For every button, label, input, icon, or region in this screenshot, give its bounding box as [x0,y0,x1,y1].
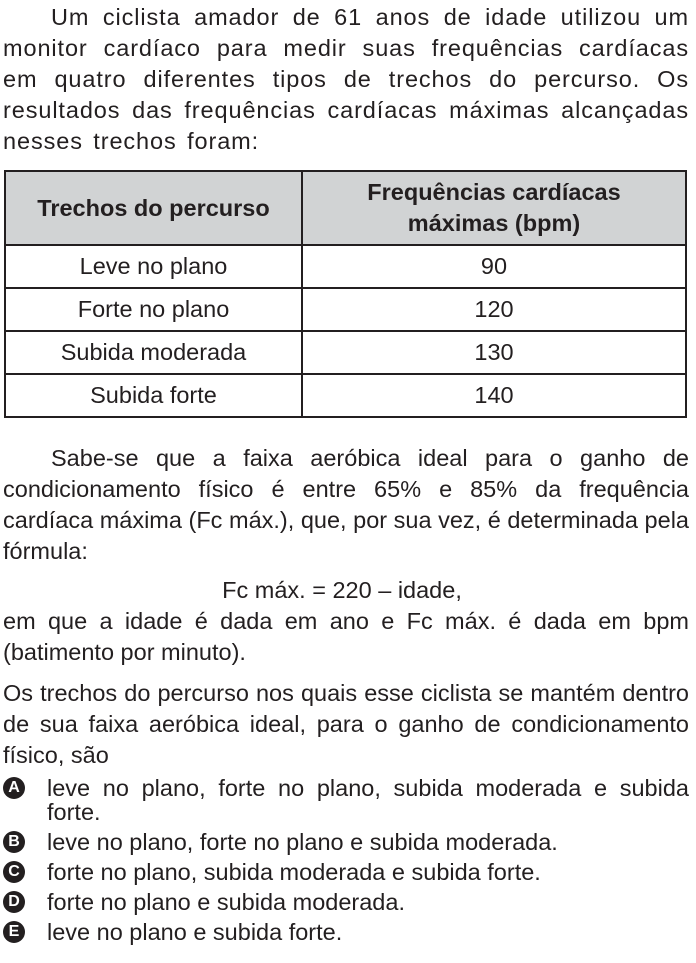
answer-options [3,773,689,944]
table-row [5,245,686,288]
option-text: leve no plano, forte no plano, subida moderada e subida forte. [47,775,689,825]
option-letter-badge: A [3,777,25,799]
header-heart-rate [302,171,686,245]
option-text: forte no plano, subida moderada e subida forte. [47,859,541,885]
option-e[interactable] [3,917,689,944]
units-paragraph: em que a idade é dada em ano e Fc máx. é dada em bpm (batimento por minuto). [3,608,689,665]
option-b[interactable] [3,827,689,854]
table-header-row [5,171,686,245]
option-d[interactable] [3,887,689,914]
header-segment: Trechos do percurso [5,171,302,245]
table-row [5,331,686,374]
option-letter-badge: C [3,861,25,883]
table-row [5,374,686,417]
segment-cell: Subida moderada [5,331,302,374]
question-stem: Os trechos do percurso nos quais esse ciclista se mantém dentro de sua faixa aeróbica ideal, para o ganho de condicionamento físico, são [3,680,689,768]
formula-line: Fc máx. = 220 – idade, [222,577,462,603]
option-text: forte no plano e subida moderada. [47,889,405,915]
option-text: leve no plano, forte no plano e subida moderada. [47,829,558,855]
option-c[interactable] [3,857,689,884]
header-heart-rate-label: Frequências cardíacas máximas (bpm) [367,179,621,236]
bpm-cell: 130 [302,331,686,374]
option-text: leve no plano e subida forte. [47,919,343,945]
bpm-cell: 140 [302,374,686,417]
option-letter-badge: E [3,921,25,943]
aerobic-range-paragraph: Sabe-se que a faixa aeróbica ideal para o ganho de condicionamento físico é entre 65% e 85% da frequência cardíaca máxima (Fc máx.), que, por sua vez, é determinada pela fórmula: [3,445,689,564]
option-letter-badge: B [3,831,25,853]
heart-rate-table [4,170,687,418]
option-a[interactable] [3,773,689,824]
intro-paragraph: Um ciclista amador de 61 anos de idade utilizou um monitor cardíaco para medir suas frequências cardíacas em quatro diferentes tipos de trechos do percurso. Os resultados das frequências cardíacas máximas alcançadas nesses trechos foram: [3,4,689,154]
bpm-cell: 90 [302,245,686,288]
table-row [5,288,686,331]
bpm-cell: 120 [302,288,686,331]
option-letter-badge: D [3,891,25,913]
segment-cell: Subida forte [5,374,302,417]
segment-cell: Leve no plano [5,245,302,288]
segment-cell: Forte no plano [5,288,302,331]
